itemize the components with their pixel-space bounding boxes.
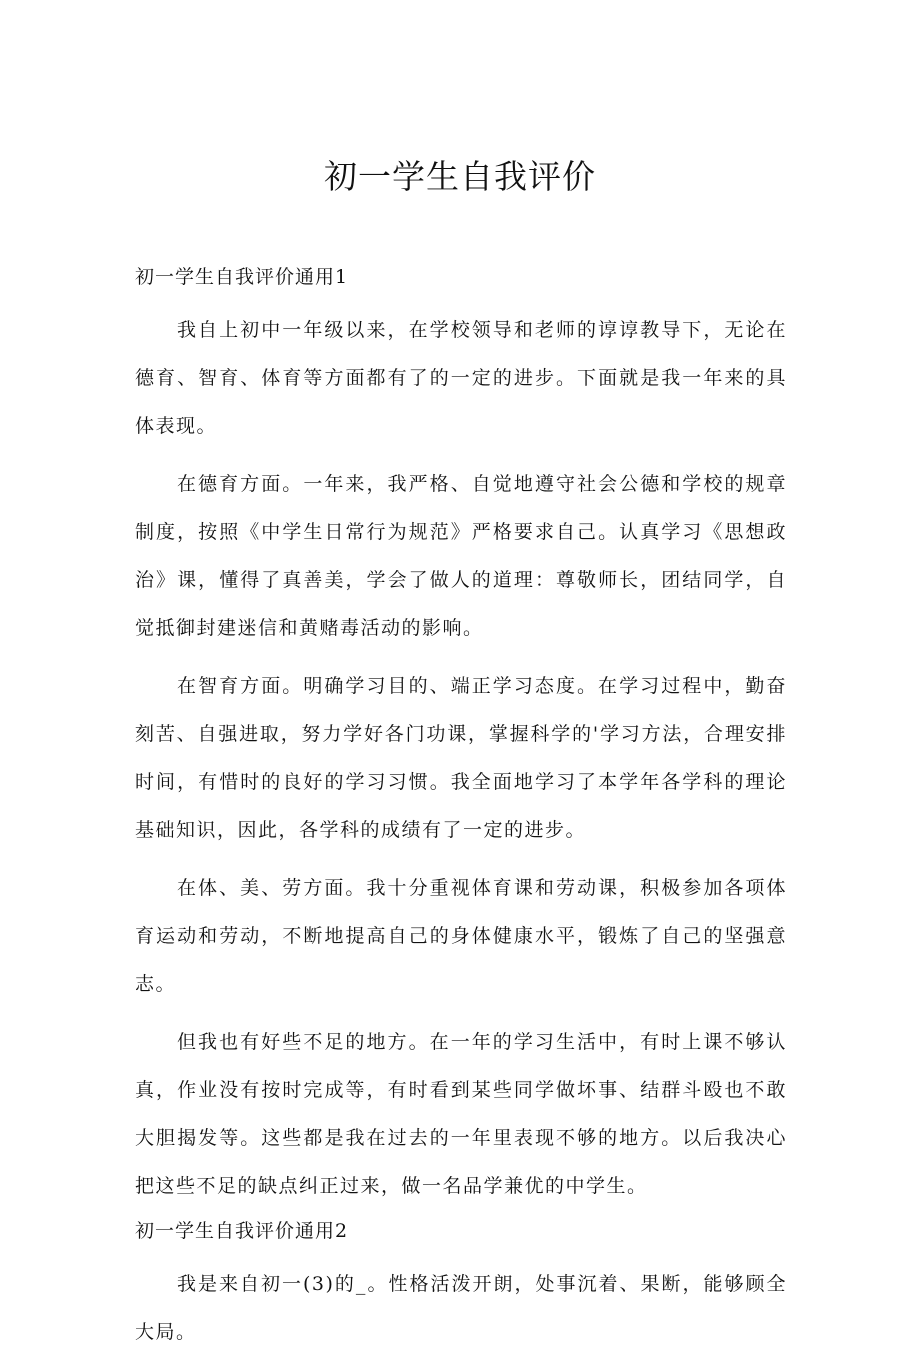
paragraph: 在德育方面。一年来，我严格、自觉地遵守社会公德和学校的规章制度，按照《中学生日常行为规范》严格要求自己。认真学习《思想政治》课，懂得了真善美，学会了做人的道理：尊敬师长，团结同学，自觉抵御封建迷信和黄赌毒活动的影响。 [135,473,787,639]
section-heading: 初一学生自我评价通用1 [135,266,349,288]
paragraph: 在体、美、劳方面。我十分重视体育课和劳动课，积极参加各项体育运动和劳动，不断地提高自己的身体健康水平，锻炼了自己的坚强意志。 [135,877,787,995]
paragraph: 我自上初中一年级以来，在学校领导和老师的谆谆教导下，无论在德育、智育、体育等方面都有了的一定的进步。下面就是我一年来的具体表现。 [135,319,787,437]
section-2 [135,1212,787,1356]
section-1 [135,258,787,1210]
document-title: 初一学生自我评价 [324,157,596,196]
paragraph: 但我也有好些不足的地方。在一年的学习生活中，有时上课不够认真，作业没有按时完成等，有时看到某些同学做坏事、结群斗殴也不敢大胆揭发等。这些都是我在过去的一年里表现不够的地方。以后我决心把这些不足的缺点纠正过来，做一名品学兼优的中学生。 [135,1031,787,1197]
paragraph: 在智育方面。明确学习目的、端正学习态度。在学习过程中，勤奋刻苦、自强进取，努力学好各门功课，掌握科学的'学习方法，合理安排时间，有惜时的良好的学习习惯。我全面地学习了本学年各学科的理论基础知识，因此，各学科的成绩有了一定的进步。 [135,675,787,841]
section-heading: 初一学生自我评价通用2 [135,1220,349,1242]
document-body [135,258,787,1356]
paragraph: 我是来自初一(3)的_。性格活泼开朗，处事沉着、果断，能够顾全大局。 [135,1273,787,1343]
